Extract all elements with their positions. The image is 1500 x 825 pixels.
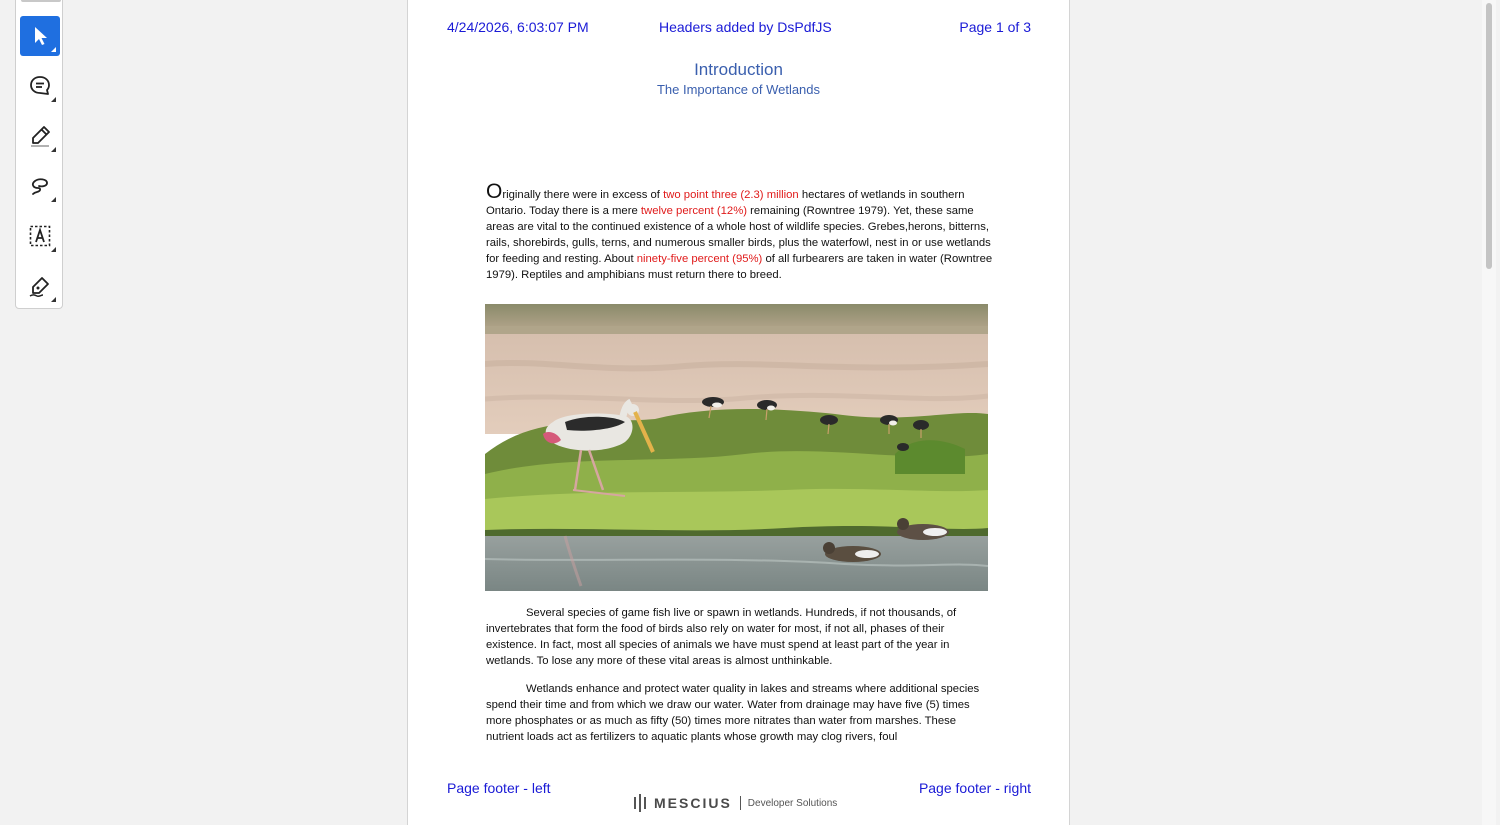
- text-run: hectares of wetlands in southern Ontario. Today there is a mere: [486, 189, 965, 217]
- page-header-center: Headers added by DsPdfJS: [659, 19, 832, 35]
- pen-draw-icon: [28, 124, 52, 148]
- logo-brand-text: MESCIUS: [654, 795, 732, 811]
- page-header-date: 4/24/2026, 6:03:07 PM: [447, 19, 589, 35]
- page-footer-right: Page footer - right: [918, 780, 1031, 796]
- toolbar-drag-handle[interactable]: [21, 0, 61, 2]
- comment-bubble-icon: [28, 74, 52, 98]
- text-run: of all furbearers are taken in water (Rowntree 1979). Reptiles and amphibians must return there to breed.: [486, 253, 993, 281]
- drop-cap: O: [486, 180, 503, 203]
- highlight-text: two point three (2.3) million: [663, 189, 799, 201]
- submenu-indicator: [51, 297, 56, 302]
- mescius-logo: [632, 793, 837, 813]
- submenu-indicator: [51, 247, 56, 252]
- text-box-icon: [28, 224, 52, 248]
- comment-tool-button[interactable]: [20, 66, 60, 106]
- annotation-toolbar: [15, 0, 63, 309]
- logo-divider: [740, 796, 741, 810]
- arrow-pointer-icon: [30, 25, 50, 47]
- submenu-indicator: [51, 147, 56, 152]
- paragraph-water-quality: Wetlands enhance and protect water quality in lakes and streams where additional species spend their time and from which we draw our water. Water from drainage may have five (5) times more phosphates or as much as fifty (50) times more nitrates than water from marshes. These nutrient loads act as fertilizers to aquatic plants whose growth may clog rivers, foul: [486, 683, 980, 743]
- scrollbar-thumb[interactable]: [1486, 3, 1492, 269]
- text-run: remaining (Rowntree 1979). Yet, these same areas are vital to the continued existence of a whole host of wildlife species. Grebes,herons, bitterns, rails, shorebirds, gulls, terns, and numerous smaller birds, plus the waterfowl, nest in or use wetlands for feeding and resting. About: [486, 205, 991, 265]
- lasso-tool-button[interactable]: [20, 166, 60, 206]
- paragraph-intro: [486, 180, 994, 283]
- logo-tagline: Developer Solutions: [747, 797, 838, 809]
- page-title: Introduction: [694, 60, 783, 79]
- vertical-scrollbar[interactable]: [1482, 0, 1496, 825]
- page-header-page-number: Page 1 of 3: [959, 19, 1031, 35]
- submenu-indicator: [51, 97, 56, 102]
- text-box-tool-button[interactable]: [20, 216, 60, 256]
- page-subtitle: The Importance of Wetlands: [656, 82, 821, 97]
- submenu-indicator: [51, 197, 56, 202]
- submenu-indicator: [51, 47, 56, 52]
- highlight-text: ninety-five percent (95%): [636, 253, 763, 265]
- select-tool-button[interactable]: [20, 16, 60, 56]
- highlight-text: twelve percent (12%): [640, 205, 748, 217]
- signature-pen-icon: [28, 274, 52, 298]
- signature-tool-button[interactable]: [20, 266, 60, 306]
- pdf-page: [407, 0, 1070, 825]
- mescius-mark-icon: [632, 794, 648, 812]
- wetland-birds-photo: [485, 304, 988, 591]
- pen-tool-button[interactable]: [20, 116, 60, 156]
- paragraph-game-fish: Several species of game fish live or spawn in wetlands. Hundreds, if not thousands, of invertebrates that form the food of birds also rely on water for most, if not all, phases of their existence. In fact, most all species of animals we have must spend at least part of the year in wetlands. To lose any more of these vital areas is almost unthinkable.: [486, 607, 957, 667]
- freehand-loop-icon: [28, 174, 52, 198]
- text-run: riginally there were in excess of: [502, 189, 664, 201]
- page-footer-left: Page footer - left: [447, 780, 551, 796]
